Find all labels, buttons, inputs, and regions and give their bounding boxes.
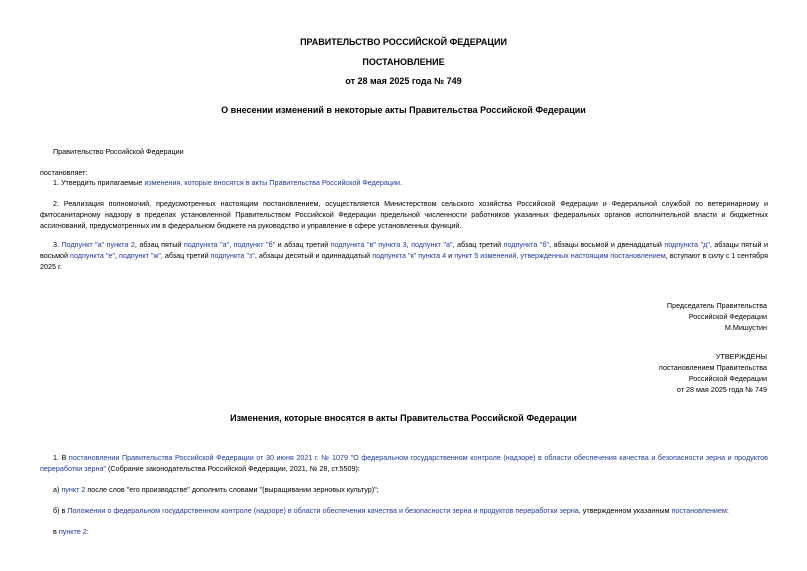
item-3-text-5: , абзац третий bbox=[452, 240, 504, 249]
annex-subitem-a bbox=[40, 484, 768, 495]
annex-subitem-c-prefix: в bbox=[53, 527, 59, 536]
annex-title: Изменения, которые вносятся в акты Правительства Российской Федерации bbox=[230, 413, 577, 423]
annex-subitem-c-link[interactable]: пункте 2 bbox=[58, 527, 87, 536]
item-1-link[interactable]: изменения, которые вносятся в акты Правительства Российской Федерации bbox=[144, 178, 400, 187]
item-3-link-8[interactable]: подпункта "е" bbox=[70, 251, 115, 260]
annex-subitem-b-end: : bbox=[726, 506, 729, 515]
annex-subitem-a-prefix: а) bbox=[53, 485, 62, 494]
item-3-text-10: , абзацы десятый и одиннадцатый bbox=[254, 251, 373, 260]
signature-title: Председатель Правительства bbox=[666, 301, 767, 310]
item-3-link-5[interactable]: подпункт "а" bbox=[411, 240, 453, 249]
annex-clause-1-prefix: 1. В bbox=[53, 453, 69, 462]
item-3-text-9: , абзац третий bbox=[160, 251, 211, 260]
document-title: О внесении изменений в некоторые акты Правительства Российской Федерации bbox=[221, 105, 586, 115]
item-3 bbox=[40, 239, 768, 272]
annex-clause-1-link[interactable]: постановлении Правительства Российской Федерации от 30 июня 2021 г. № 1079 "О федеральном государственном контроле (надзоре) в области обеспечения качества и безопасности зерна и продуктов переработки зерна" bbox=[40, 453, 768, 473]
item-1-end: . bbox=[399, 178, 402, 187]
item-3-link-11[interactable]: подпункта "к" пункта 4 bbox=[372, 251, 447, 260]
annex-subitem-b bbox=[40, 505, 768, 516]
item-3-text-4: , bbox=[406, 240, 412, 249]
annex-subitem-c bbox=[40, 526, 768, 537]
government-heading: ПРАВИТЕЛЬСТВО РОССИЙСКОЙ ФЕДЕРАЦИИ bbox=[300, 37, 507, 47]
item-3-text-7: , абзацы пятый и восьмой bbox=[40, 240, 768, 260]
annex-clause-1-text: (Собрание законодательства Российской Федерации, 2021, № 28, ст.5509): bbox=[106, 464, 360, 473]
item-3-link-1[interactable]: Подпункт "а" пункта 2 bbox=[61, 240, 135, 249]
annex-subitem-a-link[interactable]: пункт 2 bbox=[61, 485, 86, 494]
item-3-link-2[interactable]: подпункта "а" bbox=[183, 240, 230, 249]
annex-subitem-b-link-2[interactable]: постановлением bbox=[671, 506, 727, 515]
approval-stamp-3: Российской Федерации bbox=[688, 374, 767, 383]
approval-stamp-4: от 28 мая 2025 года № 749 bbox=[676, 385, 767, 394]
approval-stamp-1: УТВЕРЖДЕНЫ bbox=[715, 352, 767, 361]
item-1 bbox=[40, 177, 768, 188]
item-3-link-4[interactable]: подпункта "в" пункта 3 bbox=[330, 240, 407, 249]
document-type: ПОСТАНОВЛЕНИЕ bbox=[362, 57, 445, 67]
resolves-text: постановляет: bbox=[40, 168, 88, 177]
signature-country: Российской Федерации bbox=[688, 312, 767, 321]
approval-stamp-2: постановлением Правительства bbox=[659, 363, 767, 372]
annex-subitem-b-link[interactable]: Положении о федеральном государственном контроле (надзоре) в области обеспечения качества и безопасности зерна и продуктов переработки зерна bbox=[67, 506, 579, 515]
item-3-text-11: и bbox=[446, 251, 455, 260]
item-3-text-12: , вступают в силу с 1 сентября 2025 г. bbox=[40, 251, 768, 271]
item-3-text-3: и абзац третий bbox=[275, 240, 331, 249]
item-3-text-6: , абзацы восьмой и двенадцатый bbox=[549, 240, 665, 249]
annex-subitem-c-text: : bbox=[86, 527, 89, 536]
item-3-link-6[interactable]: подпункта "б" bbox=[503, 240, 550, 249]
item-3-prefix: 3. bbox=[53, 240, 62, 249]
annex-subitem-b-text: , утвержденном указанным bbox=[578, 506, 672, 515]
annex-subitem-b-prefix: б) в bbox=[53, 506, 68, 515]
item-2: 2. Реализация полномочий, предусмотренных настоящим постановлением, осуществляется Министерством сельского хозяйства Российской Федерации и Федеральной службой по ветеринарному и фитосанитарному надзору в пределах установленной Правительством Российской Федерации предельной численности работников указанных федеральных органов исполнительной власти и бюджетных ассигнований, предусмотренных им в федеральном бюджете на руководство и управление в сфере установленных функций. bbox=[40, 199, 768, 230]
annex-subitem-a-text: после слов "его производстве" дополнить словами "(выращивании зерновых культур)"; bbox=[85, 485, 379, 494]
item-3-text-2: , bbox=[229, 240, 234, 249]
annex-clause-1 bbox=[40, 452, 768, 474]
issuer-text: Правительство Российской Федерации bbox=[53, 147, 184, 156]
item-1-text: 1. Утвердить прилагаемые bbox=[53, 178, 145, 187]
item-3-link-7[interactable]: подпункта "д" bbox=[664, 240, 710, 249]
item-3-link-9[interactable]: подпункт "ж" bbox=[119, 251, 161, 260]
item-3-link-10[interactable]: подпункта "з" bbox=[210, 251, 255, 260]
signature-name: М.Мишустин bbox=[724, 323, 767, 332]
item-3-link-3[interactable]: подпункт "б" bbox=[233, 240, 276, 249]
item-3-text-1: , абзац пятый bbox=[134, 240, 184, 249]
item-3-text-8: , bbox=[114, 251, 119, 260]
document-date-number: от 28 мая 2025 года № 749 bbox=[345, 76, 462, 86]
item-3-link-12[interactable]: пункт 5 изменений, утвержденных настоящим постановлением bbox=[454, 251, 666, 260]
